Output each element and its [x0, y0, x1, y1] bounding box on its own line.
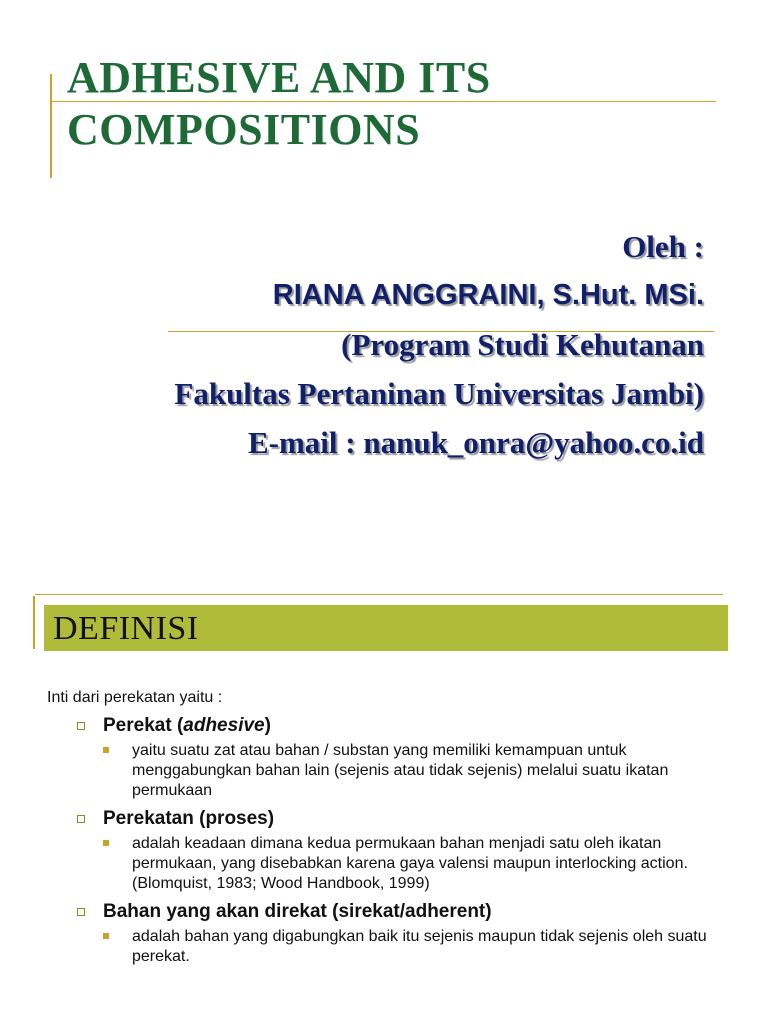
- slide-heading: DEFINISI: [53, 610, 199, 647]
- square-bullet-icon: [77, 722, 85, 730]
- author-program: (Program Studi Kehutanan: [341, 327, 704, 362]
- author-faculty: Fakultas Pertaninan Universitas Jambi): [174, 376, 704, 411]
- filled-square-bullet-icon: [103, 747, 109, 753]
- sub-item-text: adalah keadaan dimana kedua permukaan bahan menjadi satu oleh ikatan permukaan, yang disebabkan karena gaya valensi maupun interlocking action. (Blomquist, 1983; Wood Handbook, 1999): [132, 835, 688, 892]
- sub-list-item: [103, 741, 737, 801]
- filled-square-bullet-icon: [103, 933, 109, 939]
- square-bullet-icon: [77, 908, 85, 916]
- sub-list: [103, 834, 737, 894]
- sub-item-text: yaitu suatu zat atau bahan / substan yang memiliki kemampuan untuk menggabungkan bahan lain (sejenis atau tidak sejenis) melalui suatu ikatan permukaan: [132, 742, 669, 799]
- author-name: RIANA ANGGRAINI, S.Hut. MSi.: [272, 279, 704, 311]
- sub-list: [103, 741, 737, 801]
- accent-vertical-line: [50, 74, 52, 178]
- title-line-1: ADHESIVE AND ITS: [67, 53, 491, 102]
- intro-text: Inti dari perekatan yaitu :: [47, 689, 223, 706]
- list-item: [47, 900, 737, 967]
- slide-content: [47, 688, 737, 973]
- item-heading: Perekatan (proses): [103, 808, 275, 829]
- square-bullet-icon: [77, 815, 85, 823]
- author-by: Oleh :: [622, 229, 704, 264]
- sub-list: [103, 927, 737, 967]
- item-heading-italic: adhesive: [183, 715, 265, 736]
- slide-title: [67, 52, 491, 156]
- list-item: [47, 714, 737, 801]
- sub-list-item: [103, 927, 737, 967]
- accent-vertical-line: [33, 596, 35, 649]
- accent-horizontal-line: [35, 594, 723, 595]
- item-heading: Bahan yang akan direkat (sirekat/adherent): [103, 901, 492, 922]
- sub-item-text: adalah bahan yang digabungkan baik itu sejenis maupun tidak sejenis oleh suatu perekat.: [132, 928, 707, 965]
- sub-list-item: [103, 834, 737, 894]
- item-heading: [103, 714, 737, 738]
- list-item: [47, 807, 737, 894]
- item-heading-text: ): [264, 715, 271, 736]
- title-line-2: COMPOSITIONS: [67, 105, 421, 154]
- filled-square-bullet-icon: [103, 840, 109, 846]
- definition-list: [47, 714, 737, 967]
- author-block: [174, 222, 704, 467]
- item-heading-text: Perekat (: [103, 715, 184, 736]
- author-email: E-mail : nanuk_onra@yahoo.co.id: [247, 425, 704, 460]
- definition-slide: [0, 572, 768, 1024]
